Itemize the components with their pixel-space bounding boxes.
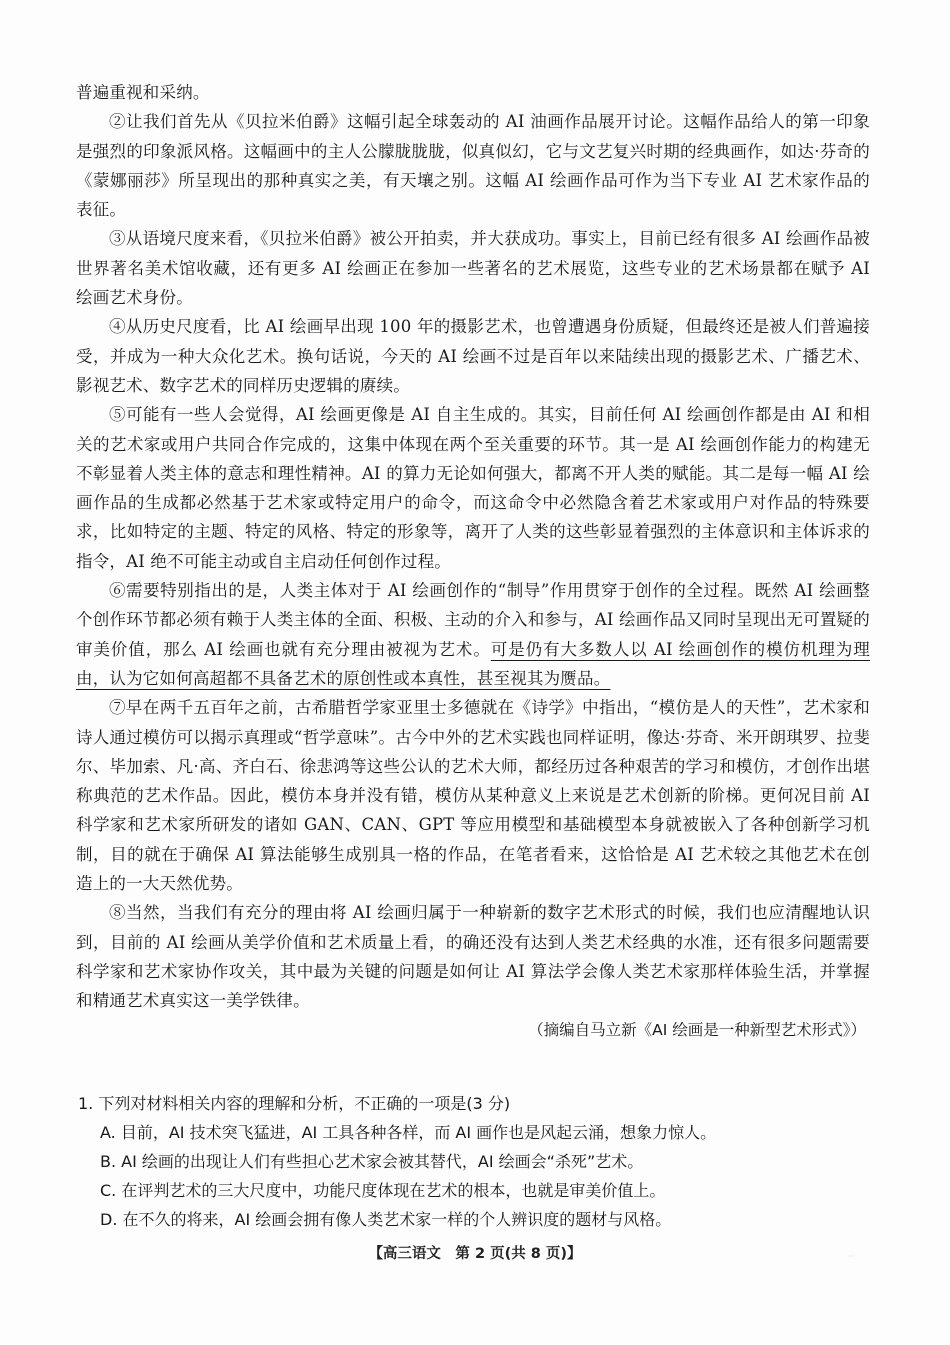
paragraph-6 (76, 576, 870, 693)
paragraph-6-text: ⑥需要特别指出的是，人类主体对于 AI 绘画创作的“制导”作用贯穿于创作的全过程。既然 AI 绘画整个创作环节都必须有赖于人类主体的全面、积极、主动的介入和参与，AI 绘画作品又同时呈现出无可置疑的审美价值，那么 AI 绘画也就有充分理由被视为艺术。 (76, 581, 870, 659)
page-footer: 【高三语文 第 2 页(共 8 页)】 (368, 1246, 582, 1262)
option-a: A. 目前，AI 技术突飞猛进，AI 工具各种各样，而 AI 画作也是风起云涌，想象力惊人。 (100, 1123, 717, 1142)
reading-passage (76, 78, 870, 1045)
question-1 (78, 1089, 878, 1234)
paragraph-8: ⑧当然，当我们有充分的理由将 AI 绘画归属于一种崭新的数字艺术形式的时候，我们也应清醒地认识到，目前的 AI 绘画从美学价值和艺术质量上看，的确还没有达到人类艺术经典的水准，还有很多问题需要科学家和艺术家协作攻关，其中最为关键的问题是如何让 AI 算法学会像人类艺术家那样体验生活，并掌握和精通艺术真实这一美学铁律。 (76, 903, 870, 1011)
option-d: D. 在不久的将来，AI 绘画会拥有像人类艺术家一样的个人辨识度的题材与风格。 (100, 1210, 672, 1229)
option-b: B. AI 绘画的出现让人们有些担心艺术家会被其替代，AI 绘画会“杀死”艺术。 (100, 1152, 644, 1171)
paragraph-intro-tail: 普遍重视和采纳。 (76, 83, 210, 102)
paragraph-7: ⑦早在两千五百年之前，古希腊哲学家亚里士多德就在《诗学》中指出，“模仿是人的天性”，艺术家和诗人通过模仿可以揭示真理或“哲学意味”。古今中外的艺术实践也同样证明，像达·芬奇、米开朗琪罗、拉斐尔、毕加索、凡·高、齐白石、徐悲鸿等这些公认的艺术大师，都经历过各种艰苦的学习和模仿，才创作出堪称典范的艺术作品。因此，模仿本身并没有错，模仿从某种意义上来说是艺术创新的阶梯。更何况目前 AI 科学家和艺术家所研发的诸如 GAN、CAN、GPT 等应用模型和基础模型本身就被嵌入了各种创新学习机制，目的就在于确保 AI 算法能够生成别具一格的作品，在笔者看来，这恰恰是 AI 艺术较之其他艺术在创造上的一大天然优势。 (76, 698, 870, 894)
paragraph-3: ③从语境尺度来看，《贝拉米伯爵》被公开拍卖，并大获成功。事实上，目前已经有很多 AI 绘画作品被世界著名美术馆收藏，还有更多 AI 绘画正在参加一些著名的艺术展览，这些专业的艺术场景都在赋予 AI 绘画艺术身份。 (76, 229, 870, 308)
paragraph-5: ⑤可能有一些人会觉得，AI 绘画更像是 AI 自主生成的。其实，目前任何 AI 绘画创作都是由 AI 和相关的艺术家或用户共同合作完成的，这集中体现在两个至关重要的环节。其一是 AI 绘画创作能力的构建无不彰显着人类主体的意志和理性精神。AI 的算力无论如何强大，都离不开人类的赋能。其二是每一幅 AI 绘画作品的生成都必然基于艺术家或特定用户的命令，而这命令中必然隐含着艺术家或用户对作品的特殊要求，比如特定的主题、特定的风格、特定的形象等，离开了人类的这些彰显着强烈的主体意识和主体诉求的指令，AI 绝不可能主动或自主启动任何创作过程。 (76, 405, 870, 571)
option-c: C. 在评判艺术的三大尺度中，功能尺度体现在艺术的根本，也就是审美价值上。 (100, 1181, 666, 1200)
paragraph-6-underlined-sentence: 可是仍有大多数人以 AI 绘画创作的模仿机理为理由，认为它如何高超都不具备艺术的原创性或本真性，甚至视其为赝品。 (76, 639, 871, 688)
source-citation: （摘编自马立新《AI 绘画是一种新型艺术形式》） (528, 1020, 866, 1039)
question-stem: 1. 下列对材料相关内容的理解和分析，不正确的一项是(3 分) (78, 1094, 511, 1113)
paragraph-4: ④从历史尺度看，比 AI 绘画早出现 100 年的摄影艺术，也曾遭遇身份质疑，但最终还是被人们普遍接受，并成为一种大众化艺术。换句话说，今天的 AI 绘画不过是百年以来陆续出现的摄影艺术、广播艺术、影视艺术、数字艺术的同样历史逻辑的赓续。 (76, 317, 870, 395)
paragraph-2: ②让我们首先从《贝拉米伯爵》这幅引起全球轰动的 AI 油画作品展开讨论。这幅作品给人的第一印象是强烈的印象派风格。这幅画中的主人公朦胧胧胧，似真似幻，它与文艺复兴时期的经典画作，如达·芬奇的《蒙娜丽莎》所呈现出的那种真实之美，有天壤之别。这幅 AI 绘画作品可作为当下专业 AI 艺术家作品的表征。 (76, 112, 870, 220)
scan-speck: ·· (848, 1252, 854, 1262)
